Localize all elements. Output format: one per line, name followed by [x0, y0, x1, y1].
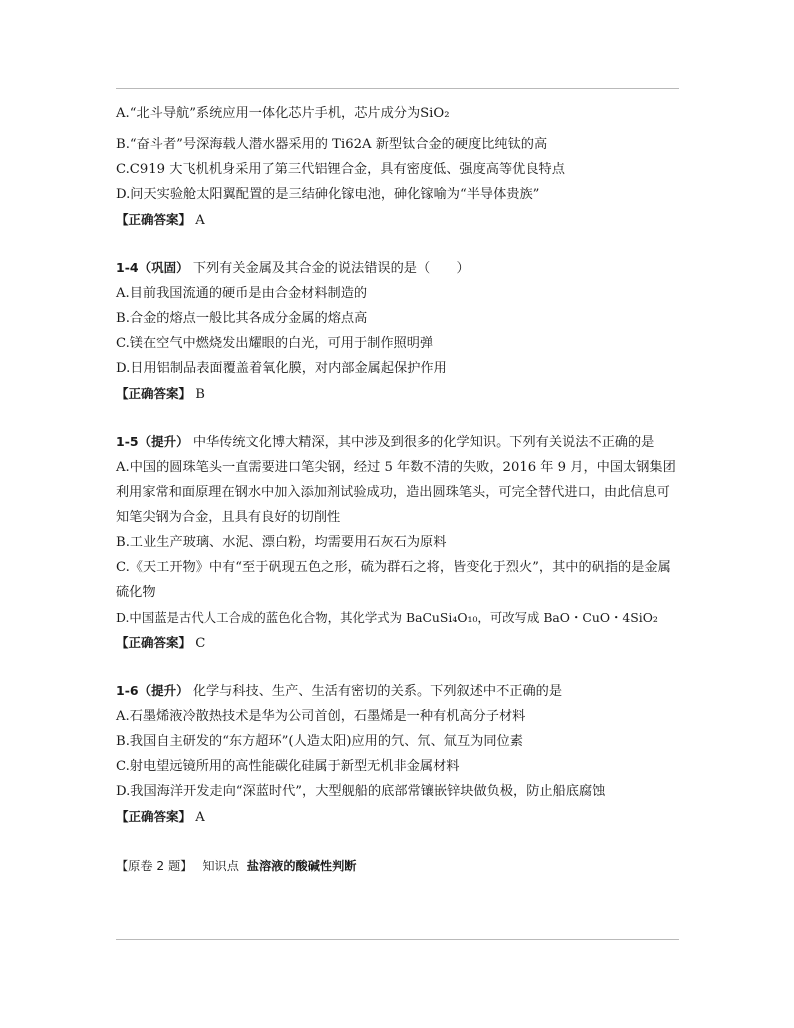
question-level: （提升） — [138, 434, 189, 449]
question-stem: 中华传统文化博大精深，其中涉及到很多的化学知识。下列有关说法不正确的是 — [192, 435, 655, 450]
question-number: 1-6 — [116, 683, 139, 698]
answer-row — [116, 381, 678, 407]
question-stem: 下列有关金属及其合金的说法错误的是（ ） — [192, 261, 470, 276]
option-d: D.我国海洋开发走向“深蓝时代”，大型舰船的底部常镶嵌锌块做负极，防止船底腐蚀 — [116, 784, 606, 799]
option-a: A.“北斗导航”系统应用一体化芯片手机，芯片成分为SiO₂ — [116, 106, 450, 121]
top-divider — [116, 88, 679, 89]
option-c: C.《天工开物》中有“至于矾现五色之形，硫为群石之将，皆变化于烈火”，其中的矾指的是金属硫化物 — [116, 560, 671, 600]
question-level: （巩固） — [138, 260, 189, 275]
question-1-4 — [116, 255, 678, 407]
knowledge-point-label: 知识点 — [202, 859, 239, 873]
document-body — [116, 101, 678, 879]
option-a: A.目前我国流通的硬币是由合金材料制造的 — [116, 286, 368, 301]
prev-question — [116, 101, 678, 233]
option-b: B.合金的熔点一般比其各成分金属的熔点高 — [116, 311, 368, 326]
option-d: D.中国蓝是古代人工合成的蓝色化合物，其化学式为 BaCuSi₄O₁₀，可改写成 BaO・CuO・4SiO₂ — [116, 610, 658, 625]
option-d: D.日用铝制品表面覆盖着氧化膜，对内部金属起保护作用 — [116, 361, 447, 376]
question-stem: 化学与科技、生产、生活有密切的关系。下列叙述中不正确的是 — [192, 684, 563, 699]
question-1-6 — [116, 678, 678, 830]
question-header — [116, 429, 678, 455]
answer-value: B — [195, 387, 205, 402]
question-number: 1-4 — [116, 260, 139, 275]
answer-label: 【正确答案】 — [116, 809, 192, 824]
option-a: A.中国的圆珠笔头一直需要进口笔尖钢，经过 5 年数不清的失败，2016 年 9 月，中国太钢集团利用家常和面原理在钢水中加入添加剂试验成功，造出圆珠笔头，可完全替代进口，由此信息可知笔尖钢为合金，且具有良好的切削性 — [116, 460, 676, 525]
answer-label: 【正确答案】 — [116, 635, 192, 650]
original-question-label: 【原卷 2 题】 — [116, 859, 193, 873]
option-d: D.问天实验舱太阳翼配置的是三结砷化镓电池，砷化镓喻为“半导体贵族” — [116, 187, 540, 202]
option-b: B.工业生产玻璃、水泥、漂白粉，均需要用石灰石为原料 — [116, 535, 447, 550]
question-1-5 — [116, 429, 678, 656]
answer-value: C — [195, 636, 206, 651]
option-b: B.我国自主研发的“东方超环”(人造太阳)应用的氕、氘、氚互为同位素 — [116, 734, 523, 749]
option-c: C.射电望远镜所用的高性能碳化硅属于新型无机非金属材料 — [116, 759, 460, 774]
answer-value: A — [195, 810, 205, 825]
question-header — [116, 255, 678, 281]
bottom-divider — [116, 939, 679, 940]
option-b: B.“奋斗者”号深海载人潜水器采用的 Ti62A 新型钛合金的硬度比纯钛的高 — [116, 137, 548, 152]
question-level: （提升） — [138, 683, 189, 698]
question-number: 1-5 — [116, 434, 139, 449]
answer-row — [116, 804, 678, 830]
knowledge-point: 盐溶液的酸碱性判断 — [246, 859, 357, 873]
answer-row — [116, 207, 678, 233]
question-header — [116, 678, 678, 704]
option-a: A.石墨烯液冷散热技术是华为公司首创，石墨烯是一种有机高分子材料 — [116, 709, 526, 724]
option-c: C.C919 大飞机机身采用了第三代铝锂合金，具有密度低、强度高等优良特点 — [116, 162, 565, 177]
answer-row — [116, 630, 678, 656]
answer-value: A — [195, 213, 205, 228]
original-question-footer — [116, 854, 678, 879]
answer-label: 【正确答案】 — [116, 386, 192, 401]
answer-label: 【正确答案】 — [116, 212, 192, 227]
option-c: C.镁在空气中燃烧发出耀眼的白光，可用于制作照明弹 — [116, 336, 434, 351]
